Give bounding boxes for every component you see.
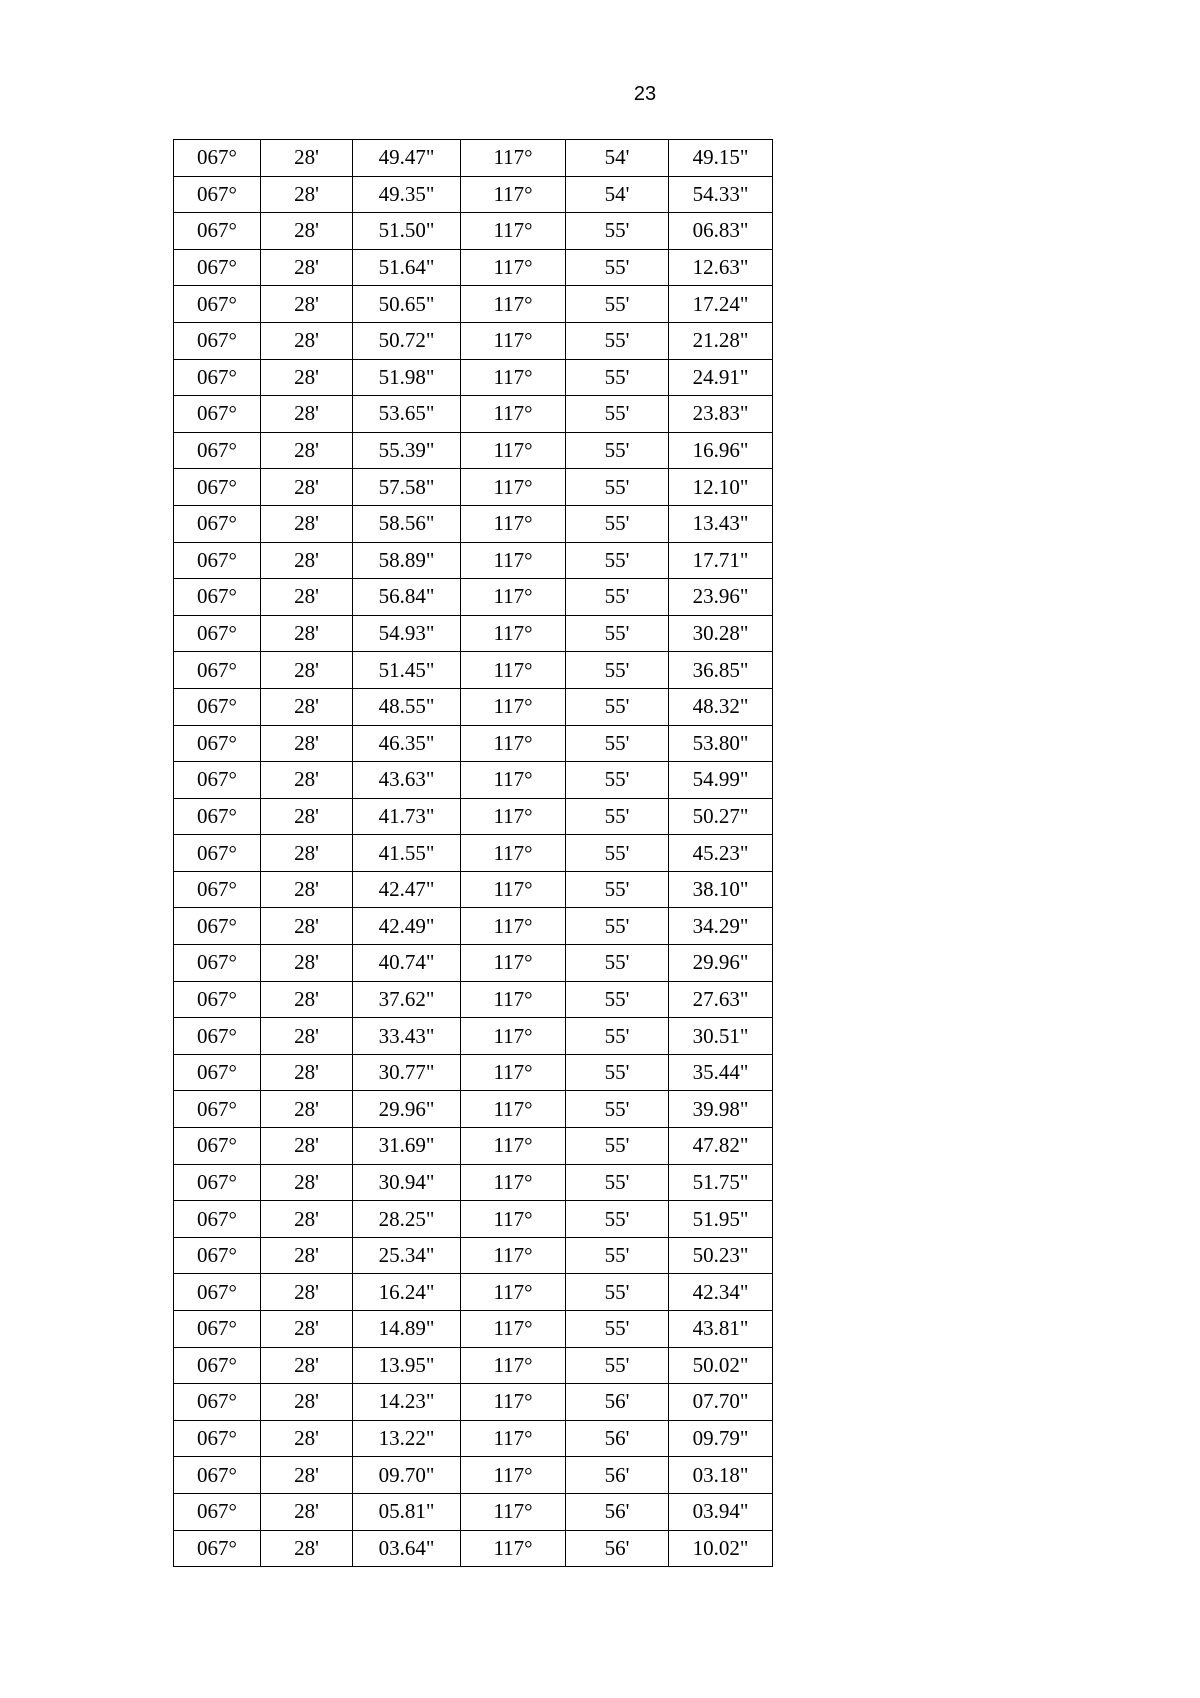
- latitude-degrees-cell: 067°: [174, 1237, 261, 1274]
- latitude-seconds-cell: 31.69": [353, 1128, 461, 1165]
- latitude-seconds-cell: 49.35": [353, 176, 461, 213]
- longitude-minutes-cell: 55': [566, 579, 669, 616]
- longitude-minutes-cell: 55': [566, 396, 669, 433]
- longitude-minutes-cell: 55': [566, 1274, 669, 1311]
- longitude-seconds-cell: 09.79": [669, 1420, 773, 1457]
- table-row: [174, 432, 773, 469]
- longitude-minutes-cell: 54': [566, 176, 669, 213]
- coordinates-table-body: [174, 140, 773, 1567]
- table-row: [174, 1018, 773, 1055]
- longitude-degrees-cell: 117°: [461, 1384, 566, 1421]
- coordinates-table: [173, 139, 773, 1567]
- longitude-degrees-cell: 117°: [461, 1237, 566, 1274]
- latitude-degrees-cell: 067°: [174, 1201, 261, 1238]
- page-number: 23: [633, 83, 657, 105]
- table-row: [174, 542, 773, 579]
- latitude-seconds-cell: 16.24": [353, 1274, 461, 1311]
- latitude-minutes-cell: 28': [261, 615, 353, 652]
- latitude-minutes-cell: 28': [261, 396, 353, 433]
- latitude-seconds-cell: 55.39": [353, 432, 461, 469]
- table-row: [174, 1457, 773, 1494]
- latitude-degrees-cell: 067°: [174, 432, 261, 469]
- latitude-minutes-cell: 28': [261, 1091, 353, 1128]
- longitude-seconds-cell: 54.99": [669, 762, 773, 799]
- longitude-degrees-cell: 117°: [461, 469, 566, 506]
- longitude-degrees-cell: 117°: [461, 1493, 566, 1530]
- longitude-minutes-cell: 55': [566, 1237, 669, 1274]
- longitude-seconds-cell: 51.95": [669, 1201, 773, 1238]
- latitude-seconds-cell: 42.49": [353, 908, 461, 945]
- latitude-seconds-cell: 46.35": [353, 725, 461, 762]
- latitude-degrees-cell: 067°: [174, 871, 261, 908]
- latitude-degrees-cell: 067°: [174, 981, 261, 1018]
- table-row: [174, 725, 773, 762]
- longitude-seconds-cell: 39.98": [669, 1091, 773, 1128]
- latitude-degrees-cell: 067°: [174, 286, 261, 323]
- longitude-seconds-cell: 34.29": [669, 908, 773, 945]
- longitude-minutes-cell: 55': [566, 542, 669, 579]
- latitude-minutes-cell: 28': [261, 1128, 353, 1165]
- latitude-minutes-cell: 28': [261, 176, 353, 213]
- latitude-minutes-cell: 28': [261, 945, 353, 982]
- table-row: [174, 1128, 773, 1165]
- longitude-degrees-cell: 117°: [461, 615, 566, 652]
- longitude-minutes-cell: 55': [566, 835, 669, 872]
- latitude-seconds-cell: 41.55": [353, 835, 461, 872]
- table-row: [174, 981, 773, 1018]
- longitude-degrees-cell: 117°: [461, 1347, 566, 1384]
- table-row: [174, 396, 773, 433]
- longitude-minutes-cell: 55': [566, 213, 669, 250]
- longitude-degrees-cell: 117°: [461, 249, 566, 286]
- longitude-seconds-cell: 21.28": [669, 322, 773, 359]
- latitude-seconds-cell: 30.77": [353, 1054, 461, 1091]
- latitude-seconds-cell: 13.95": [353, 1347, 461, 1384]
- longitude-minutes-cell: 56': [566, 1493, 669, 1530]
- latitude-minutes-cell: 28': [261, 505, 353, 542]
- longitude-seconds-cell: 27.63": [669, 981, 773, 1018]
- longitude-seconds-cell: 43.81": [669, 1311, 773, 1348]
- latitude-degrees-cell: 067°: [174, 1018, 261, 1055]
- table-row: [174, 908, 773, 945]
- longitude-seconds-cell: 12.63": [669, 249, 773, 286]
- latitude-seconds-cell: 14.23": [353, 1384, 461, 1421]
- table-row: [174, 1420, 773, 1457]
- longitude-minutes-cell: 55': [566, 432, 669, 469]
- longitude-seconds-cell: 50.23": [669, 1237, 773, 1274]
- latitude-minutes-cell: 28': [261, 1420, 353, 1457]
- longitude-seconds-cell: 30.51": [669, 1018, 773, 1055]
- longitude-seconds-cell: 23.83": [669, 396, 773, 433]
- longitude-degrees-cell: 117°: [461, 688, 566, 725]
- latitude-minutes-cell: 28': [261, 1384, 353, 1421]
- table-row: [174, 1384, 773, 1421]
- longitude-seconds-cell: 29.96": [669, 945, 773, 982]
- longitude-seconds-cell: 47.82": [669, 1128, 773, 1165]
- latitude-degrees-cell: 067°: [174, 1457, 261, 1494]
- table-row: [174, 505, 773, 542]
- latitude-minutes-cell: 28': [261, 835, 353, 872]
- table-row: [174, 469, 773, 506]
- latitude-minutes-cell: 28': [261, 579, 353, 616]
- latitude-seconds-cell: 14.89": [353, 1311, 461, 1348]
- latitude-seconds-cell: 50.65": [353, 286, 461, 323]
- latitude-minutes-cell: 28': [261, 1054, 353, 1091]
- longitude-degrees-cell: 117°: [461, 286, 566, 323]
- latitude-seconds-cell: 51.98": [353, 359, 461, 396]
- longitude-seconds-cell: 42.34": [669, 1274, 773, 1311]
- longitude-minutes-cell: 55': [566, 688, 669, 725]
- longitude-seconds-cell: 45.23": [669, 835, 773, 872]
- longitude-seconds-cell: 12.10": [669, 469, 773, 506]
- latitude-minutes-cell: 28': [261, 798, 353, 835]
- latitude-degrees-cell: 067°: [174, 1128, 261, 1165]
- longitude-degrees-cell: 117°: [461, 1054, 566, 1091]
- longitude-minutes-cell: 55': [566, 1128, 669, 1165]
- longitude-minutes-cell: 55': [566, 725, 669, 762]
- longitude-degrees-cell: 117°: [461, 725, 566, 762]
- longitude-minutes-cell: 55': [566, 981, 669, 1018]
- longitude-minutes-cell: 55': [566, 1201, 669, 1238]
- latitude-minutes-cell: 28': [261, 432, 353, 469]
- longitude-minutes-cell: 54': [566, 140, 669, 177]
- latitude-degrees-cell: 067°: [174, 1091, 261, 1128]
- longitude-minutes-cell: 55': [566, 322, 669, 359]
- latitude-seconds-cell: 29.96": [353, 1091, 461, 1128]
- longitude-minutes-cell: 55': [566, 945, 669, 982]
- latitude-minutes-cell: 28': [261, 762, 353, 799]
- latitude-minutes-cell: 28': [261, 1164, 353, 1201]
- latitude-minutes-cell: 28': [261, 1347, 353, 1384]
- longitude-seconds-cell: 16.96": [669, 432, 773, 469]
- longitude-degrees-cell: 117°: [461, 359, 566, 396]
- table-row: [174, 1237, 773, 1274]
- longitude-minutes-cell: 55': [566, 871, 669, 908]
- latitude-seconds-cell: 25.34": [353, 1237, 461, 1274]
- latitude-seconds-cell: 51.64": [353, 249, 461, 286]
- latitude-seconds-cell: 41.73": [353, 798, 461, 835]
- latitude-degrees-cell: 067°: [174, 140, 261, 177]
- latitude-degrees-cell: 067°: [174, 469, 261, 506]
- longitude-degrees-cell: 117°: [461, 1457, 566, 1494]
- longitude-minutes-cell: 55': [566, 1347, 669, 1384]
- latitude-degrees-cell: 067°: [174, 1347, 261, 1384]
- longitude-seconds-cell: 10.02": [669, 1530, 773, 1567]
- latitude-minutes-cell: 28': [261, 1237, 353, 1274]
- latitude-minutes-cell: 28': [261, 542, 353, 579]
- longitude-minutes-cell: 56': [566, 1420, 669, 1457]
- latitude-degrees-cell: 067°: [174, 652, 261, 689]
- longitude-degrees-cell: 117°: [461, 176, 566, 213]
- longitude-degrees-cell: 117°: [461, 140, 566, 177]
- latitude-degrees-cell: 067°: [174, 396, 261, 433]
- latitude-degrees-cell: 067°: [174, 1311, 261, 1348]
- longitude-degrees-cell: 117°: [461, 1274, 566, 1311]
- latitude-minutes-cell: 28': [261, 249, 353, 286]
- latitude-seconds-cell: 30.94": [353, 1164, 461, 1201]
- latitude-minutes-cell: 28': [261, 981, 353, 1018]
- longitude-minutes-cell: 56': [566, 1457, 669, 1494]
- longitude-degrees-cell: 117°: [461, 908, 566, 945]
- latitude-degrees-cell: 067°: [174, 176, 261, 213]
- longitude-degrees-cell: 117°: [461, 835, 566, 872]
- latitude-minutes-cell: 28': [261, 1530, 353, 1567]
- longitude-minutes-cell: 56': [566, 1530, 669, 1567]
- longitude-degrees-cell: 117°: [461, 652, 566, 689]
- table-row: [174, 286, 773, 323]
- latitude-degrees-cell: 067°: [174, 322, 261, 359]
- longitude-degrees-cell: 117°: [461, 213, 566, 250]
- table-row: [174, 359, 773, 396]
- table-row: [174, 1274, 773, 1311]
- longitude-degrees-cell: 117°: [461, 981, 566, 1018]
- table-row: [174, 1164, 773, 1201]
- longitude-minutes-cell: 55': [566, 505, 669, 542]
- longitude-degrees-cell: 117°: [461, 579, 566, 616]
- latitude-seconds-cell: 42.47": [353, 871, 461, 908]
- table-row: [174, 176, 773, 213]
- latitude-degrees-cell: 067°: [174, 1530, 261, 1567]
- table-row: [174, 1530, 773, 1567]
- latitude-degrees-cell: 067°: [174, 542, 261, 579]
- latitude-seconds-cell: 03.64": [353, 1530, 461, 1567]
- latitude-seconds-cell: 37.62": [353, 981, 461, 1018]
- table-row: [174, 1347, 773, 1384]
- latitude-minutes-cell: 28': [261, 871, 353, 908]
- table-row: [174, 762, 773, 799]
- latitude-minutes-cell: 28': [261, 213, 353, 250]
- longitude-seconds-cell: 53.80": [669, 725, 773, 762]
- latitude-degrees-cell: 067°: [174, 762, 261, 799]
- latitude-minutes-cell: 28': [261, 1457, 353, 1494]
- latitude-seconds-cell: 49.47": [353, 140, 461, 177]
- longitude-degrees-cell: 117°: [461, 1420, 566, 1457]
- longitude-seconds-cell: 17.71": [669, 542, 773, 579]
- latitude-degrees-cell: 067°: [174, 213, 261, 250]
- latitude-seconds-cell: 09.70": [353, 1457, 461, 1494]
- longitude-seconds-cell: 13.43": [669, 505, 773, 542]
- longitude-minutes-cell: 55': [566, 286, 669, 323]
- latitude-seconds-cell: 50.72": [353, 322, 461, 359]
- latitude-degrees-cell: 067°: [174, 1493, 261, 1530]
- table-row: [174, 945, 773, 982]
- longitude-seconds-cell: 03.94": [669, 1493, 773, 1530]
- table-row: [174, 1311, 773, 1348]
- longitude-degrees-cell: 117°: [461, 1018, 566, 1055]
- longitude-degrees-cell: 117°: [461, 505, 566, 542]
- latitude-degrees-cell: 067°: [174, 945, 261, 982]
- longitude-minutes-cell: 55': [566, 1054, 669, 1091]
- latitude-seconds-cell: 40.74": [353, 945, 461, 982]
- longitude-degrees-cell: 117°: [461, 1311, 566, 1348]
- longitude-seconds-cell: 50.02": [669, 1347, 773, 1384]
- longitude-minutes-cell: 55': [566, 469, 669, 506]
- longitude-seconds-cell: 03.18": [669, 1457, 773, 1494]
- latitude-degrees-cell: 067°: [174, 1164, 261, 1201]
- latitude-degrees-cell: 067°: [174, 1274, 261, 1311]
- table-row: [174, 1054, 773, 1091]
- longitude-minutes-cell: 55': [566, 1164, 669, 1201]
- table-row: [174, 322, 773, 359]
- table-row: [174, 1201, 773, 1238]
- latitude-seconds-cell: 57.58": [353, 469, 461, 506]
- longitude-seconds-cell: 48.32": [669, 688, 773, 725]
- table-row: [174, 835, 773, 872]
- latitude-degrees-cell: 067°: [174, 908, 261, 945]
- longitude-seconds-cell: 30.28": [669, 615, 773, 652]
- longitude-degrees-cell: 117°: [461, 396, 566, 433]
- table-row: [174, 249, 773, 286]
- latitude-degrees-cell: 067°: [174, 505, 261, 542]
- longitude-minutes-cell: 55': [566, 359, 669, 396]
- table-row: [174, 1091, 773, 1128]
- longitude-degrees-cell: 117°: [461, 1201, 566, 1238]
- longitude-degrees-cell: 117°: [461, 945, 566, 982]
- longitude-minutes-cell: 55': [566, 615, 669, 652]
- longitude-seconds-cell: 23.96": [669, 579, 773, 616]
- latitude-degrees-cell: 067°: [174, 798, 261, 835]
- latitude-degrees-cell: 067°: [174, 688, 261, 725]
- table-row: [174, 652, 773, 689]
- latitude-degrees-cell: 067°: [174, 579, 261, 616]
- table-row: [174, 579, 773, 616]
- longitude-degrees-cell: 117°: [461, 322, 566, 359]
- longitude-degrees-cell: 117°: [461, 432, 566, 469]
- latitude-minutes-cell: 28': [261, 359, 353, 396]
- longitude-seconds-cell: 07.70": [669, 1384, 773, 1421]
- longitude-seconds-cell: 06.83": [669, 213, 773, 250]
- latitude-minutes-cell: 28': [261, 322, 353, 359]
- latitude-minutes-cell: 28': [261, 725, 353, 762]
- table-row: [174, 140, 773, 177]
- latitude-seconds-cell: 56.84": [353, 579, 461, 616]
- longitude-minutes-cell: 55': [566, 1311, 669, 1348]
- latitude-seconds-cell: 53.65": [353, 396, 461, 433]
- latitude-seconds-cell: 33.43": [353, 1018, 461, 1055]
- table-row: [174, 1493, 773, 1530]
- latitude-minutes-cell: 28': [261, 1274, 353, 1311]
- longitude-degrees-cell: 117°: [461, 1530, 566, 1567]
- latitude-seconds-cell: 05.81": [353, 1493, 461, 1530]
- longitude-degrees-cell: 117°: [461, 871, 566, 908]
- longitude-seconds-cell: 17.24": [669, 286, 773, 323]
- longitude-seconds-cell: 24.91": [669, 359, 773, 396]
- table-row: [174, 615, 773, 652]
- latitude-minutes-cell: 28': [261, 688, 353, 725]
- longitude-minutes-cell: 55': [566, 908, 669, 945]
- latitude-minutes-cell: 28': [261, 1201, 353, 1238]
- latitude-seconds-cell: 58.89": [353, 542, 461, 579]
- latitude-seconds-cell: 28.25": [353, 1201, 461, 1238]
- latitude-degrees-cell: 067°: [174, 1420, 261, 1457]
- latitude-degrees-cell: 067°: [174, 835, 261, 872]
- longitude-degrees-cell: 117°: [461, 762, 566, 799]
- longitude-degrees-cell: 117°: [461, 798, 566, 835]
- longitude-degrees-cell: 117°: [461, 542, 566, 579]
- longitude-minutes-cell: 55': [566, 798, 669, 835]
- longitude-degrees-cell: 117°: [461, 1091, 566, 1128]
- longitude-minutes-cell: 55': [566, 1018, 669, 1055]
- latitude-degrees-cell: 067°: [174, 615, 261, 652]
- latitude-seconds-cell: 51.50": [353, 213, 461, 250]
- latitude-minutes-cell: 28': [261, 140, 353, 177]
- table-row: [174, 798, 773, 835]
- latitude-minutes-cell: 28': [261, 652, 353, 689]
- latitude-seconds-cell: 48.55": [353, 688, 461, 725]
- longitude-seconds-cell: 49.15": [669, 140, 773, 177]
- longitude-seconds-cell: 50.27": [669, 798, 773, 835]
- longitude-minutes-cell: 55': [566, 249, 669, 286]
- longitude-degrees-cell: 117°: [461, 1164, 566, 1201]
- longitude-seconds-cell: 54.33": [669, 176, 773, 213]
- latitude-seconds-cell: 13.22": [353, 1420, 461, 1457]
- latitude-seconds-cell: 54.93": [353, 615, 461, 652]
- latitude-degrees-cell: 067°: [174, 1384, 261, 1421]
- latitude-minutes-cell: 28': [261, 469, 353, 506]
- latitude-seconds-cell: 58.56": [353, 505, 461, 542]
- latitude-degrees-cell: 067°: [174, 359, 261, 396]
- latitude-degrees-cell: 067°: [174, 249, 261, 286]
- longitude-seconds-cell: 38.10": [669, 871, 773, 908]
- longitude-seconds-cell: 51.75": [669, 1164, 773, 1201]
- latitude-degrees-cell: 067°: [174, 725, 261, 762]
- longitude-minutes-cell: 55': [566, 1091, 669, 1128]
- longitude-seconds-cell: 36.85": [669, 652, 773, 689]
- latitude-minutes-cell: 28': [261, 1018, 353, 1055]
- longitude-seconds-cell: 35.44": [669, 1054, 773, 1091]
- longitude-degrees-cell: 117°: [461, 1128, 566, 1165]
- latitude-minutes-cell: 28': [261, 908, 353, 945]
- longitude-minutes-cell: 56': [566, 1384, 669, 1421]
- latitude-minutes-cell: 28': [261, 286, 353, 323]
- latitude-seconds-cell: 51.45": [353, 652, 461, 689]
- latitude-minutes-cell: 28': [261, 1311, 353, 1348]
- latitude-seconds-cell: 43.63": [353, 762, 461, 799]
- table-row: [174, 871, 773, 908]
- table-row: [174, 688, 773, 725]
- latitude-degrees-cell: 067°: [174, 1054, 261, 1091]
- latitude-minutes-cell: 28': [261, 1493, 353, 1530]
- longitude-minutes-cell: 55': [566, 652, 669, 689]
- table-row: [174, 213, 773, 250]
- longitude-minutes-cell: 55': [566, 762, 669, 799]
